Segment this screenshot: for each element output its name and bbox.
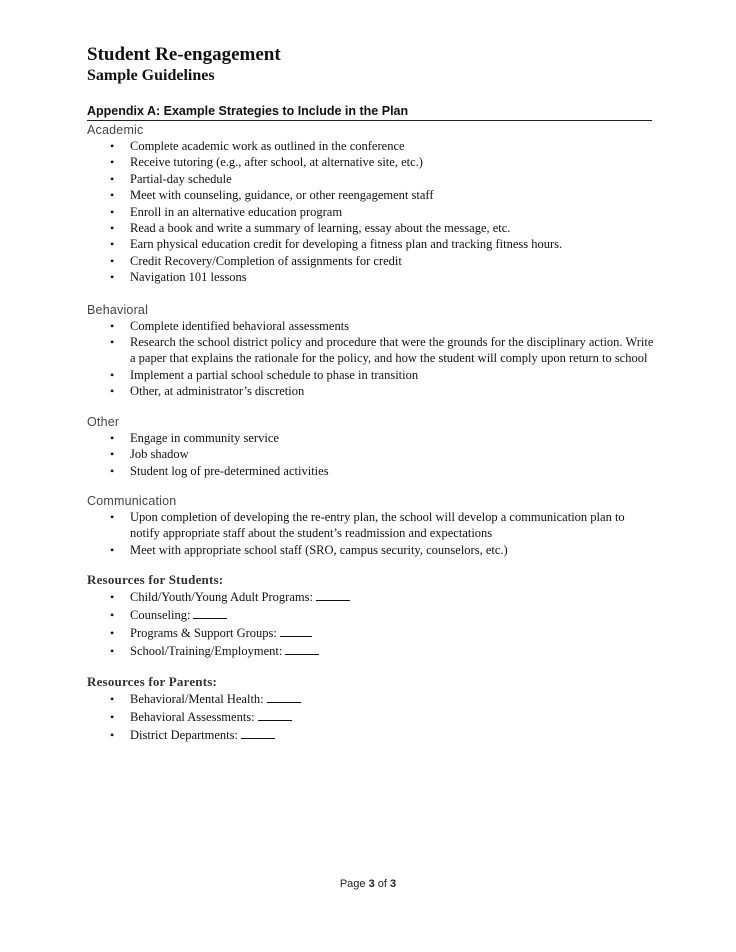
bullet-icon: • (110, 171, 115, 186)
bullet-icon: • (110, 335, 115, 350)
list-item: • Read a book and write a summary of learning, essay about the message, etc. (110, 221, 511, 236)
bullet-icon: • (110, 463, 115, 478)
bullet-icon: • (110, 590, 115, 605)
list-item: • Counseling: (87, 606, 657, 624)
section-resources-students (87, 572, 657, 660)
section-heading-resources-parents: Resources for Parents: (87, 674, 218, 690)
section-resources-parents (87, 674, 657, 744)
bullet-icon: • (110, 204, 115, 219)
section-heading-other: Other (87, 414, 120, 429)
page-footer (0, 878, 736, 890)
bullet-icon: • (110, 155, 115, 170)
bullet-icon: • (110, 430, 115, 445)
list-item: • Credit Recovery/Completion of assignments for credit (110, 253, 402, 268)
bullet-icon: • (110, 384, 115, 399)
section-behavioral (87, 302, 657, 400)
list-item: • Job shadow (110, 447, 189, 462)
bullet-icon: • (110, 728, 115, 743)
bullet-icon: • (110, 626, 115, 641)
bullet-icon: • (110, 318, 115, 333)
bullet-icon: • (110, 139, 115, 153)
list-item: • Student log of pre-determined activities (110, 463, 329, 478)
list-item: • Implement a partial school schedule to phase in transition (110, 367, 419, 382)
list-item: • District Departments: (87, 726, 657, 744)
list-item: • Other, at administrator’s discretion (110, 384, 305, 399)
current-page-number: 3 (368, 878, 375, 890)
bullet-icon: • (110, 188, 115, 203)
section-heading-resources-students: Resources for Students: (87, 572, 224, 588)
list-item: • Navigation 101 lessons (110, 270, 247, 285)
fill-in-blank (193, 607, 227, 619)
resources-students-list (87, 588, 657, 660)
bullet-icon: • (110, 253, 115, 268)
list-item: • School/Training/Employment: (87, 642, 657, 660)
bullet-icon: • (110, 710, 115, 725)
bullet-icon: • (110, 367, 115, 382)
document-subtitle: Sample Guidelines (87, 67, 215, 84)
section-communication (87, 493, 657, 558)
section-heading-academic: Academic (87, 123, 144, 137)
resources-parents-list (87, 690, 657, 744)
fill-in-blank (258, 709, 292, 721)
section-academic (87, 122, 657, 286)
other-list (87, 430, 657, 479)
fill-in-blank (267, 691, 301, 703)
list-item: • Child/Youth/Young Adult Programs: (87, 588, 657, 606)
fill-in-blank (316, 589, 350, 601)
list-item: • Enroll in an alternative education program (110, 204, 343, 219)
bullet-icon: • (110, 270, 115, 285)
appendix-heading: Appendix A: Example Strategies to Include in the Plan (87, 103, 652, 121)
bullet-icon: • (110, 542, 115, 557)
section-heading-behavioral: Behavioral (87, 302, 149, 317)
list-item: • Research the school district policy and procedure that were the grounds for the disciplinary action. Write a paper that explains the rationale for the policy, and how the student will comply upon return to school (110, 335, 654, 366)
page-of-label: of (377, 878, 387, 890)
content (87, 122, 657, 744)
list-item: • Meet with appropriate school staff (SRO, campus security, counselors, etc.) (110, 542, 508, 557)
page-label: Page (339, 878, 366, 890)
list-item: • Programs & Support Groups: (87, 624, 657, 642)
list-item: • Upon completion of developing the re-entry plan, the school will develop a communication plan to notify appropriate staff about the student’s readmission and expectations (110, 509, 625, 541)
communication-list (87, 509, 657, 558)
list-item: • Complete identified behavioral assessments (110, 318, 350, 333)
academic-list (87, 138, 657, 286)
list-item: • Behavioral/Mental Health: (87, 690, 657, 708)
bullet-icon: • (110, 692, 115, 707)
bullet-icon: • (110, 447, 115, 462)
total-page-number: 3 (390, 878, 397, 890)
section-heading-communication: Communication (87, 493, 177, 508)
list-item: • Earn physical education credit for developing a fitness plan and tracking fitness hours. (110, 237, 563, 252)
fill-in-blank (280, 625, 312, 637)
bullet-icon: • (110, 644, 115, 659)
bullet-icon: • (110, 509, 115, 524)
list-item: • Behavioral Assessments: (87, 708, 657, 726)
section-other (87, 414, 657, 479)
title-block (87, 44, 281, 86)
bullet-icon: • (110, 608, 115, 623)
behavioral-list (87, 318, 657, 400)
document-title: Student Re-engagement (87, 44, 281, 65)
list-item: • Meet with counseling, guidance, or other reengagement staff (110, 188, 434, 203)
bullet-icon: • (110, 237, 115, 252)
fill-in-blank (241, 727, 275, 739)
list-item: • Engage in community service (110, 430, 279, 445)
list-item: • Receive tutoring (e.g., after school, at alternative site, etc.) (110, 155, 423, 170)
bullet-icon: • (110, 221, 115, 236)
fill-in-blank (285, 643, 319, 655)
list-item: • Partial-day schedule (110, 171, 232, 186)
list-item: • Complete academic work as outlined in the conference (110, 139, 405, 153)
